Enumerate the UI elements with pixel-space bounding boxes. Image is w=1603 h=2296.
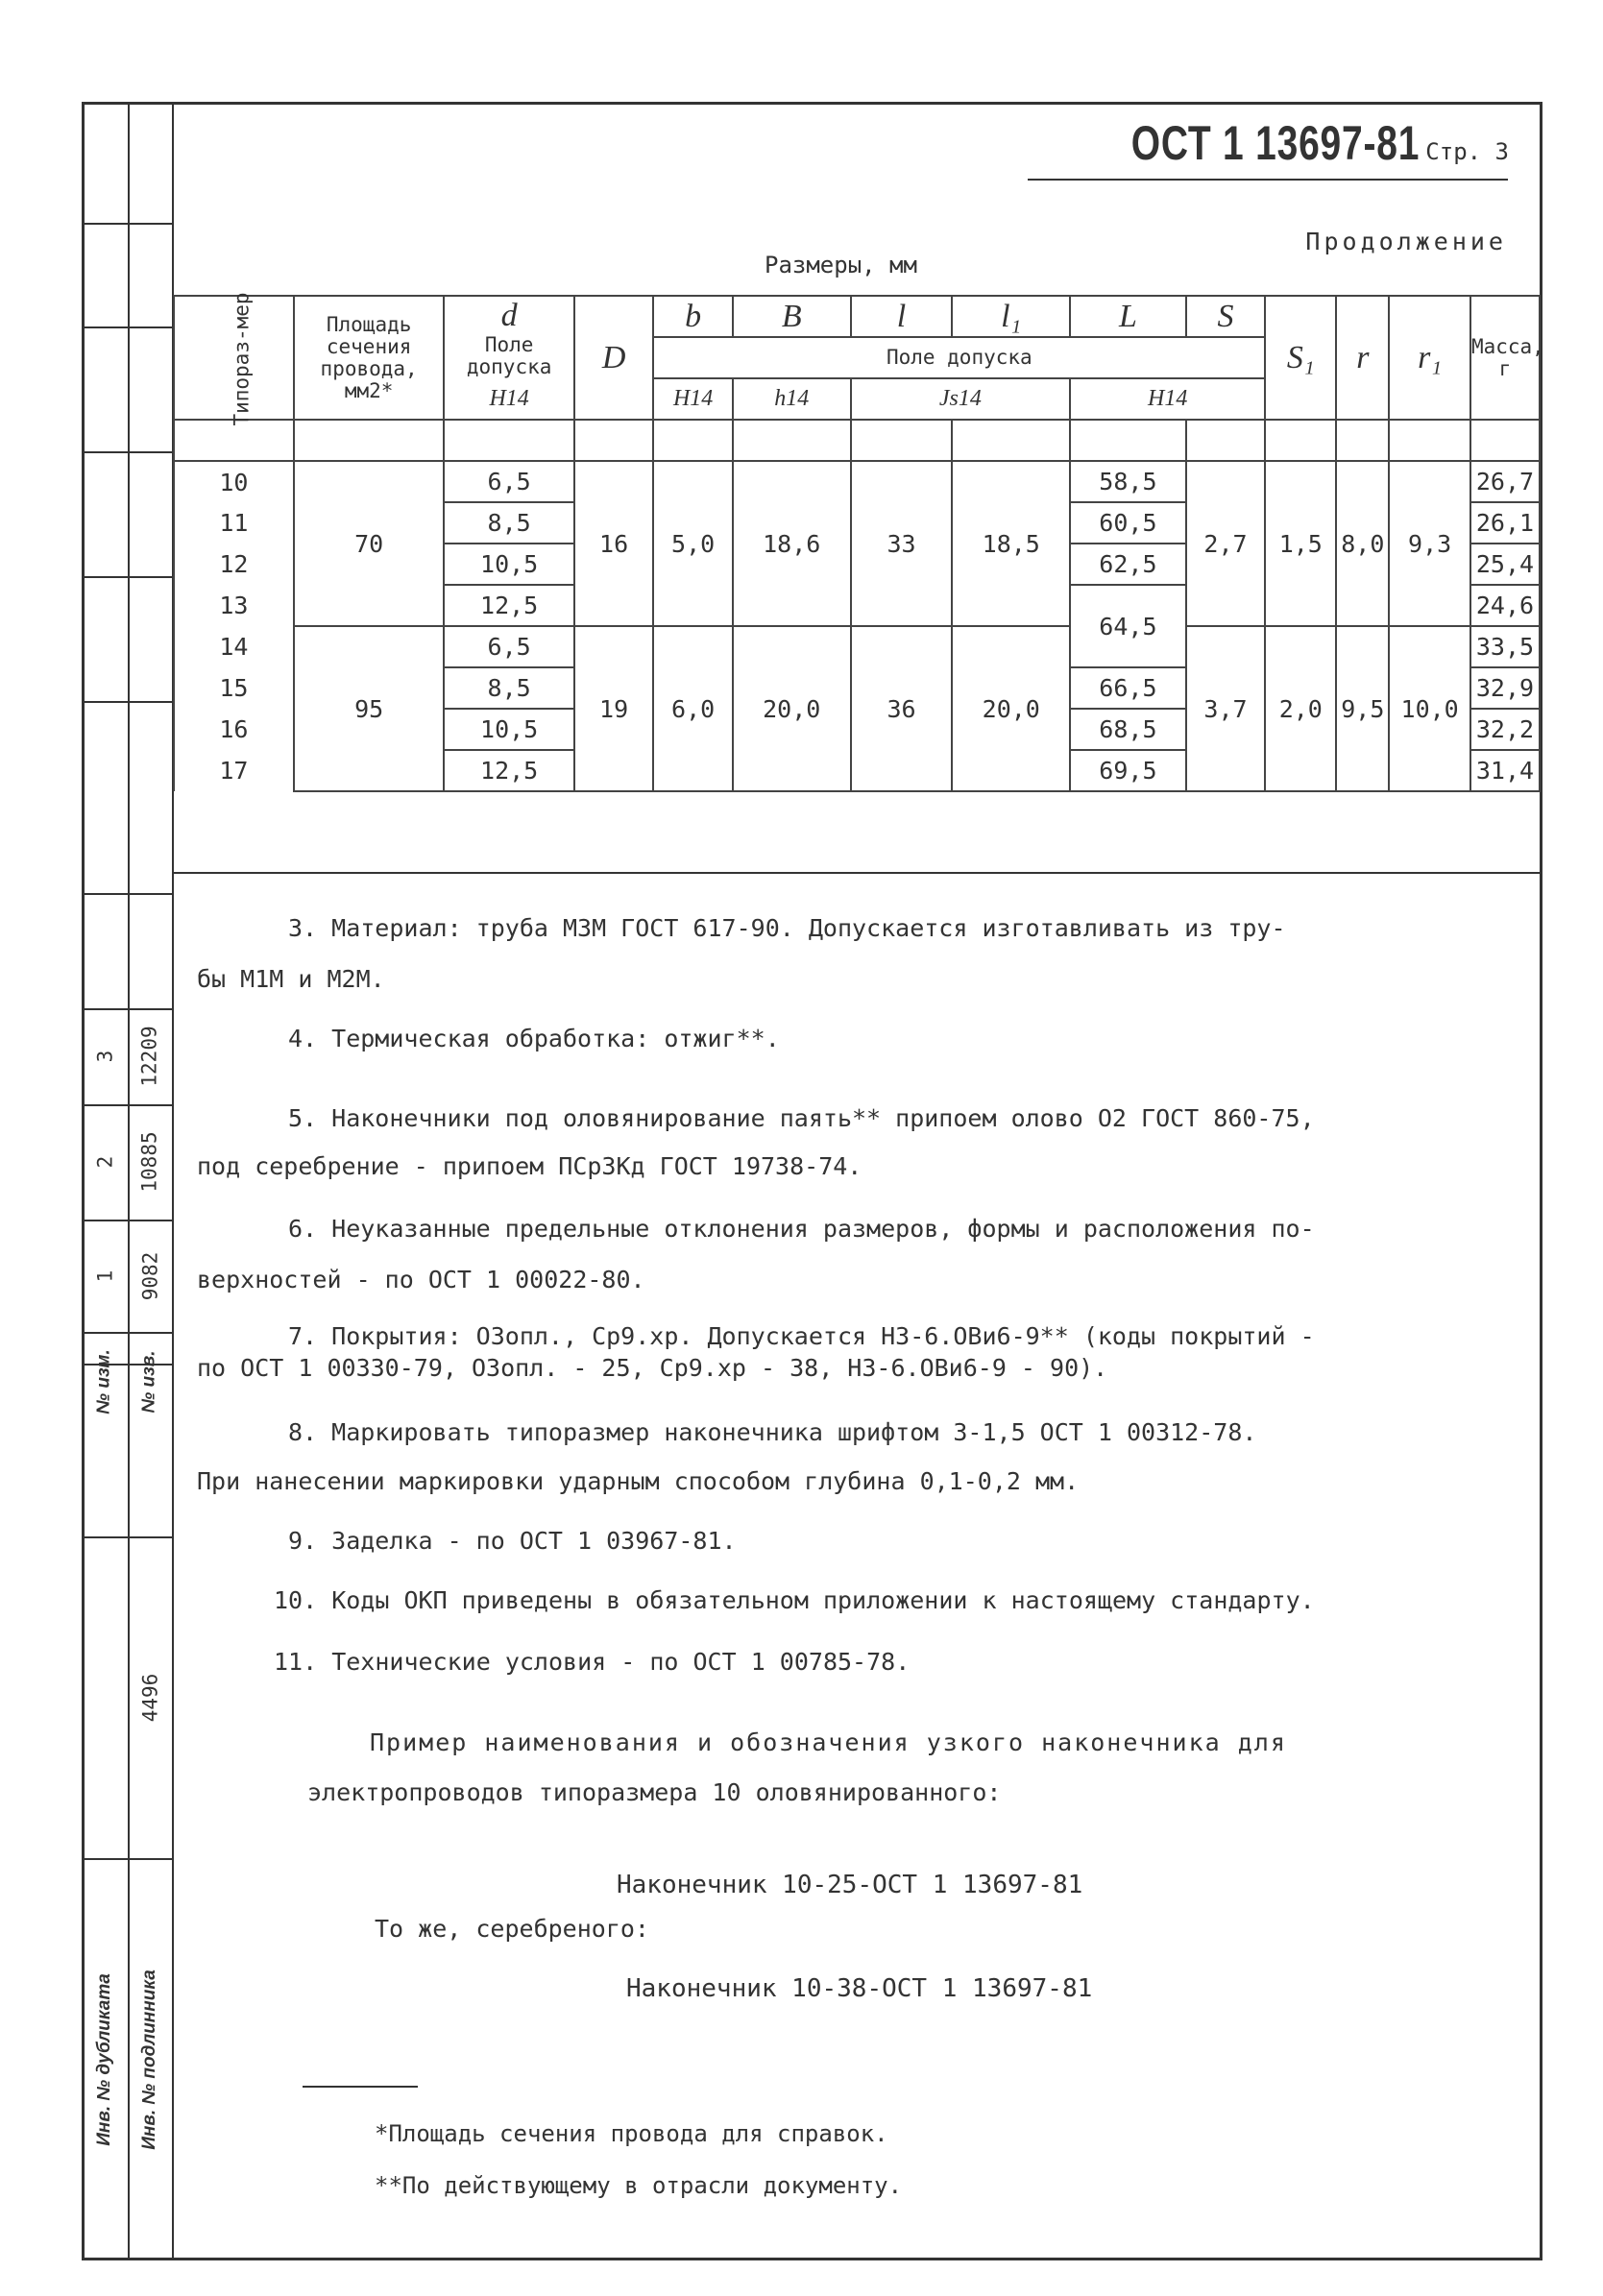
cell-L: 62,5 (1070, 544, 1186, 585)
header-b: b (653, 296, 733, 337)
document-header (1050, 115, 1509, 171)
note-8: 8. Маркировать типоразмер наконечника шрифтом 3-1,5 ОСТ 1 00312-78. (288, 1418, 1257, 1446)
note-11: 11. Технические условия - по ОСТ 1 00785-78. (274, 1648, 911, 1676)
note-4: 4. Термическая обработка: отжиг**. (288, 1025, 780, 1052)
stamp-separator (82, 451, 173, 453)
example-intro: Пример наименования и обозначения узкого наконечника для (370, 1728, 1287, 1756)
cell-mass: 32,9 (1470, 667, 1540, 709)
footnote-1: *Площадь сечения провода для справок. (375, 2120, 888, 2147)
header-tiporazmer: Типораз-мер (174, 296, 294, 420)
stamp-separator (82, 701, 173, 703)
cell-b: 5,0 (653, 461, 733, 626)
cell-tiporazmer: 10 (174, 461, 294, 502)
cell-r: 8,0 (1336, 461, 1389, 626)
table-bottom-border (173, 872, 1541, 874)
stamp-separator (82, 223, 173, 225)
cell-L: 68,5 (1070, 709, 1186, 750)
continuation-label: Продолжение (1305, 228, 1507, 255)
cell-S: 2,7 (1186, 461, 1266, 626)
cell-d: 10,5 (444, 709, 573, 750)
tol-b: H14 (653, 378, 733, 420)
stamp-separator (82, 576, 173, 578)
stamp-change-doc: 10885 (138, 1131, 161, 1193)
standard-number: ОСТ 1 13697-81 (1130, 116, 1421, 170)
cell-d: 8,5 (444, 667, 573, 709)
cell-area: 95 (294, 626, 445, 791)
stamp-separator (82, 893, 173, 895)
cell-L-shared: 64,5 (1070, 585, 1186, 667)
cell-L: 58,5 (1070, 461, 1186, 502)
header-D: D (574, 296, 654, 420)
header-tolerance-field: Поле допуска (653, 337, 1265, 378)
header-mass: Масса, г (1470, 296, 1540, 420)
cell-B: 20,0 (733, 626, 851, 791)
footnote-2: **По действующему в отрасли документу. (375, 2172, 903, 2199)
cell-L: 69,5 (1070, 750, 1186, 791)
cell-d: 12,5 (444, 585, 573, 626)
stamp-change-number: 1 (93, 1269, 116, 1282)
note-6-cont: верхностей - по ОСТ 1 00022-80. (197, 1266, 645, 1293)
header-S: S (1186, 296, 1266, 337)
stamp-change-number: 3 (93, 1050, 116, 1063)
note-6: 6. Неуказанные предельные отклонения размеров, формы и расположения по- (288, 1215, 1315, 1243)
cell-area: 70 (294, 461, 445, 626)
dimensions-table (173, 292, 1544, 792)
cell-r: 9,5 (1336, 626, 1389, 791)
cell-D: 16 (574, 461, 654, 626)
example-intro-cont: электропроводов типоразмера 10 оловянированного: (307, 1778, 1002, 1806)
cell-l1: 18,5 (952, 461, 1070, 626)
tol-L: H14 (1070, 378, 1265, 420)
example-designation-1: Наконечник 10-25-ОСТ 1 13697-81 (617, 1871, 1083, 1899)
note-5: 5. Наконечники под оловянирование паять** припоем олово О2 ГОСТ 860-75, (288, 1104, 1315, 1132)
header-l1: l₁ (952, 296, 1070, 337)
cell-tiporazmer: 13 (174, 585, 294, 626)
header-underline (1028, 179, 1508, 181)
cell-tiporazmer: 11 (174, 502, 294, 544)
cell-mass: 24,6 (1470, 585, 1540, 626)
tol-l: Js14 (851, 378, 1071, 420)
cell-L: 60,5 (1070, 502, 1186, 544)
cell-d: 10,5 (444, 544, 573, 585)
stamp-doc-label: № изв. (139, 1349, 160, 1414)
note-10: 10. Коды ОКП приведены в обязательном приложении к настоящему стандарту. (274, 1586, 1315, 1614)
page-number: Стр. 3 (1425, 138, 1509, 165)
cell-mass: 25,4 (1470, 544, 1540, 585)
note-7: 7. Покрытия: О3опл., Ср9.хр. Допускается Н3-6.ОВи6-9** (коды покрытий - (288, 1322, 1315, 1350)
header-r: r (1336, 296, 1389, 420)
cell-tiporazmer: 15 (174, 667, 294, 709)
note-5-cont: под серебрение - припоем ПСр3Кд ГОСТ 19738-74. (197, 1152, 862, 1180)
note-7-cont: по ОСТ 1 00330-79, О3опл. - 25, Ср9.хр - 38, Н3-6.ОВи6-9 - 90). (197, 1354, 1108, 1382)
stamp-inventory-number: 4496 (138, 1673, 162, 1722)
stamp-original-label: Инв. № подлинника (139, 1970, 160, 2150)
tol-B: h14 (733, 378, 851, 420)
cell-mass: 32,2 (1470, 709, 1540, 750)
cell-r1: 9,3 (1389, 461, 1470, 626)
cell-S: 3,7 (1186, 626, 1266, 791)
header-d-tol: H14 (444, 378, 573, 420)
example-designation-2: Наконечник 10-38-ОСТ 1 13697-81 (626, 1974, 1093, 2003)
cell-d: 6,5 (444, 461, 573, 502)
cell-mass: 26,7 (1470, 461, 1540, 502)
stamp-separator (82, 326, 173, 328)
cell-l: 33 (851, 461, 953, 626)
stamp-duplicate-label: Инв. № дубликата (94, 1973, 115, 2146)
note-3-cont: бы М1М и М2М. (197, 965, 385, 993)
stamp-change-doc: 9082 (138, 1251, 162, 1300)
cell-b: 6,0 (653, 626, 733, 791)
table-caption: Размеры, мм (765, 252, 917, 278)
footnote-separator (303, 2086, 418, 2088)
cell-d: 8,5 (444, 502, 573, 544)
cell-mass: 31,4 (1470, 750, 1540, 791)
cell-d: 6,5 (444, 626, 573, 667)
cell-D: 19 (574, 626, 654, 791)
note-9: 9. Заделка - по ОСТ 1 03967-81. (288, 1527, 737, 1555)
header-B: B (733, 296, 851, 337)
cell-tiporazmer: 12 (174, 544, 294, 585)
header-l: l (851, 296, 953, 337)
note-3: 3. Материал: труба М3М ГОСТ 617-90. Допускается изготавливать из тру- (288, 914, 1286, 942)
cell-tiporazmer: 14 (174, 626, 294, 667)
cell-S1: 2,0 (1265, 626, 1336, 791)
header-r1: r₁ (1389, 296, 1470, 420)
stamp-change-doc: 12209 (138, 1026, 161, 1087)
cell-d: 12,5 (444, 750, 573, 791)
cell-r1: 10,0 (1389, 626, 1470, 791)
cell-l1: 20,0 (952, 626, 1070, 791)
cell-mass: 33,5 (1470, 626, 1540, 667)
header-L: L (1070, 296, 1186, 337)
cell-l: 36 (851, 626, 953, 791)
note-8-cont: При нанесении маркировки ударным способом глубина 0,1-0,2 мм. (197, 1467, 1080, 1495)
example-same: То же, серебреного: (375, 1915, 649, 1943)
cell-L: 66,5 (1070, 667, 1186, 709)
stamp-change-label: № изм. (94, 1348, 114, 1414)
header-S1: S₁ (1265, 296, 1336, 420)
header-area: Площадь сечения провода, мм2* (294, 296, 445, 420)
cell-tiporazmer: 17 (174, 750, 294, 791)
cell-mass: 26,1 (1470, 502, 1540, 544)
cell-S1: 1,5 (1265, 461, 1336, 626)
cell-B: 18,6 (733, 461, 851, 626)
cell-tiporazmer: 16 (174, 709, 294, 750)
header-d: d Поле допуска (444, 296, 573, 378)
stamp-change-number: 2 (93, 1155, 116, 1169)
